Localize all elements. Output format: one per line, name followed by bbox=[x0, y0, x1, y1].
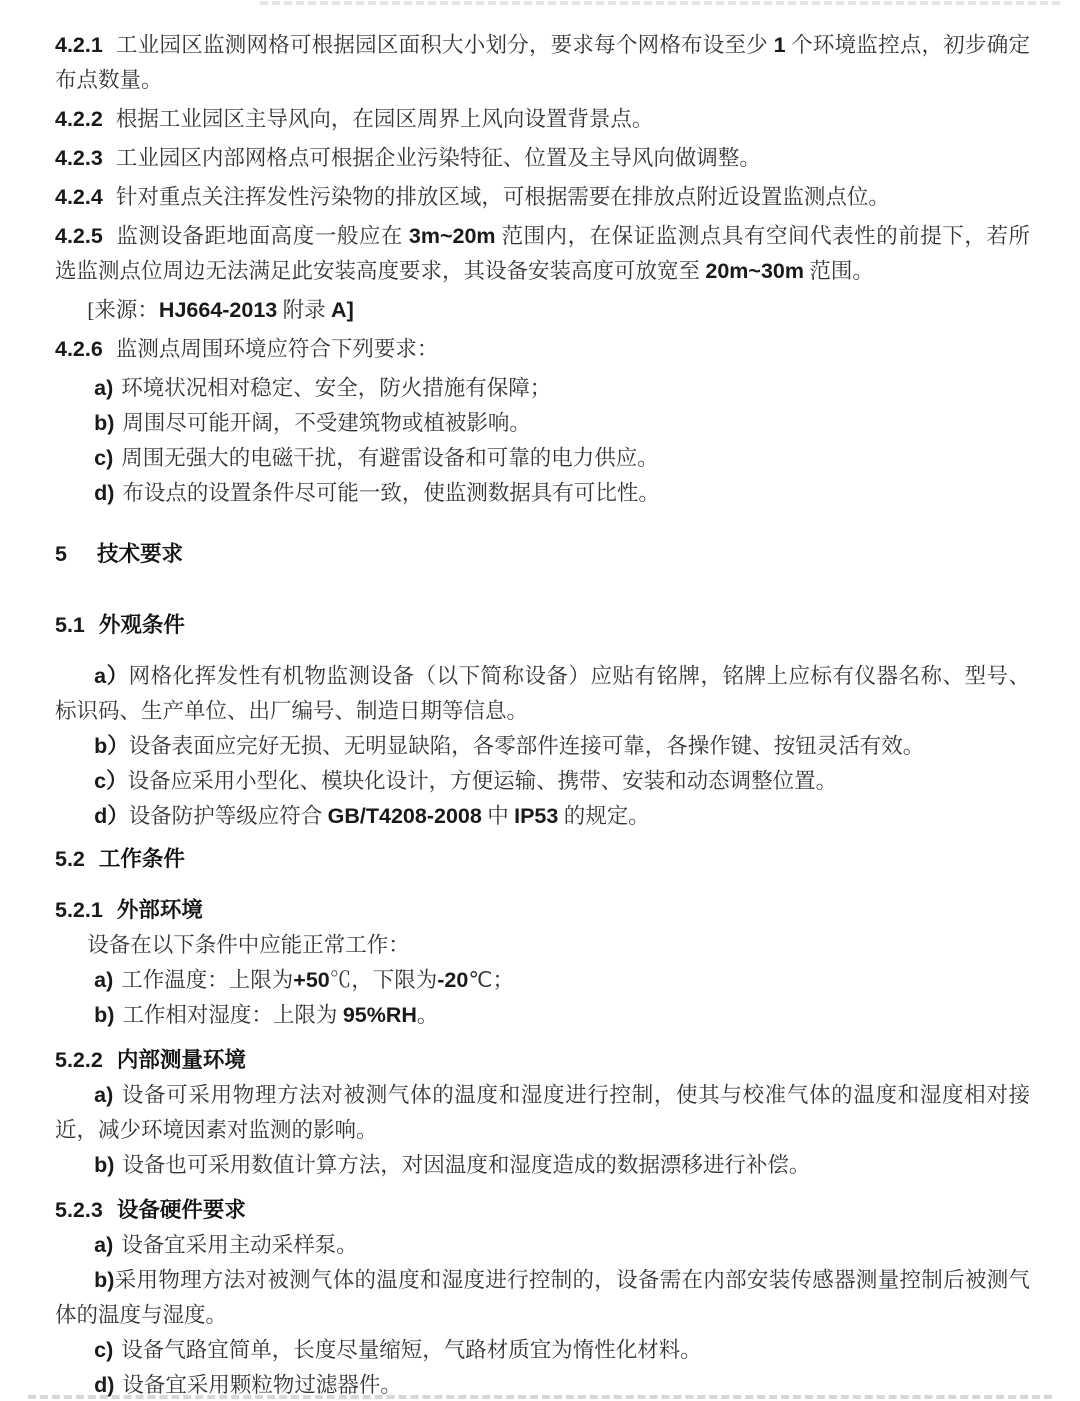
list-item-5.1-d bbox=[55, 799, 1030, 834]
list-item-5.2.1-b bbox=[55, 998, 1030, 1033]
scan-artifact-bottom-edge bbox=[28, 1395, 1052, 1399]
source-note bbox=[55, 293, 1030, 328]
text-segment: 环境状况相对稳定、安全，防火措施有保障； bbox=[121, 376, 552, 400]
text-segment: 设备也可采用数值计算方法，对因温度和湿度造成的数据漂移进行补偿。 bbox=[122, 1153, 811, 1177]
item-label: d) bbox=[94, 481, 115, 505]
text-segment: 的规定。 bbox=[558, 804, 650, 828]
text-segment: -20 bbox=[437, 968, 469, 992]
heading-number: 5.2.2 bbox=[55, 1048, 103, 1072]
heading-5.2.3 bbox=[55, 1193, 1030, 1228]
item-label: d） bbox=[94, 804, 129, 828]
item-label: d) bbox=[94, 1373, 115, 1397]
text-segment: 设备可采用物理方法对被测气体的温度和湿度进行控制，使其与校准气体的温度和湿度相对接近，减少环境因素对监测的影响。 bbox=[55, 1083, 1030, 1142]
text-segment: 技术要求 bbox=[96, 542, 183, 566]
text-segment: 设备硬件要求 bbox=[116, 1198, 246, 1222]
list-item-5.2.3-a bbox=[55, 1228, 1030, 1263]
clause-4.2.2 bbox=[55, 102, 1030, 137]
text-segment: 周围无强大的电磁干扰，有避雷设备和可靠的电力供应。 bbox=[121, 446, 659, 470]
text-segment: 外部环境 bbox=[116, 898, 203, 922]
text-segment: HJ664-2013 bbox=[158, 298, 278, 322]
text-segment: IP53 bbox=[514, 804, 559, 828]
heading-5 bbox=[55, 537, 1030, 572]
text-segment: 设备表面应完好无损、无明显缺陷，各零部件连接可靠，各操作键、按钮灵活有效。 bbox=[128, 734, 925, 758]
item-label: a) bbox=[94, 376, 114, 400]
text-segment: 内部测量环境 bbox=[116, 1048, 246, 1072]
heading-5.2.1 bbox=[55, 893, 1030, 928]
list-item-5.1-b bbox=[55, 729, 1030, 764]
text-segment: 1 bbox=[773, 33, 786, 57]
text-segment: 20m~30m bbox=[705, 259, 805, 283]
list-item-4.2.6-d bbox=[55, 476, 1030, 511]
item-label: b) bbox=[94, 1003, 115, 1027]
text-segment: 个环境监控点，初步确定布点数量。 bbox=[55, 33, 1030, 92]
item-label: c） bbox=[94, 769, 128, 793]
item-label: 4.2.5 bbox=[55, 224, 103, 248]
list-item-5.2.1-a bbox=[55, 963, 1030, 998]
clause-4.2.5 bbox=[55, 219, 1030, 289]
text-segment: 设备宜采用主动采样泵。 bbox=[121, 1233, 358, 1257]
text-segment: 设备在以下条件中应能正常工作： bbox=[87, 933, 410, 957]
item-label: a) bbox=[94, 1083, 114, 1107]
item-label: c) bbox=[94, 446, 114, 470]
item-label: c) bbox=[94, 1338, 114, 1362]
heading-number: 5 bbox=[55, 542, 67, 566]
list-item-4.2.6-c bbox=[55, 441, 1030, 476]
text-segment: GB/T4208-2008 bbox=[327, 804, 482, 828]
list-item-4.2.6-a bbox=[55, 371, 1030, 406]
text-segment: 。 bbox=[416, 1003, 439, 1027]
heading-number: 5.2.1 bbox=[55, 898, 103, 922]
item-label: b) bbox=[94, 1268, 115, 1292]
text-segment: 采用物理方法对被测气体的温度和湿度进行控制的，设备需在内部安装传感器测量控制后被测气体的温度与湿度。 bbox=[55, 1268, 1030, 1327]
list-item-5.2.2-b bbox=[55, 1148, 1030, 1183]
item-label: a) bbox=[94, 968, 114, 992]
text-segment: 范围。 bbox=[804, 259, 874, 283]
item-label: a) bbox=[94, 1233, 114, 1257]
text-segment: 网格化挥发性有机物监测设备（以下简称设备）应贴有铭牌，铭牌上应标有仪器名称、型号、标识码、生产单位、出厂编号、制造日期等信息。 bbox=[55, 664, 1030, 723]
text-segment: 设备宜采用颗粒物过滤器件。 bbox=[122, 1373, 402, 1397]
text-segment: 工业园区监测网格可根据园区面积大小划分，要求每个网格布设至少 bbox=[115, 33, 774, 57]
item-label: 4.2.4 bbox=[55, 185, 103, 209]
text-segment: 3m~20m bbox=[408, 224, 496, 248]
text-segment: 工作条件 bbox=[98, 847, 185, 871]
text-segment: 95%RH bbox=[342, 1003, 417, 1027]
item-label: b） bbox=[94, 734, 129, 758]
clause-4.2.3 bbox=[55, 141, 1030, 176]
clause-4.2.6 bbox=[55, 332, 1030, 367]
text-segment: 工业园区内部网格点可根据企业污染特征、位置及主导风向做调整。 bbox=[115, 146, 761, 170]
text-segment: ℃； bbox=[468, 968, 514, 992]
text-segment: 监测设备距地面高度一般应在 bbox=[115, 224, 409, 248]
text-segment: ℃，下限为 bbox=[329, 968, 438, 992]
item-label: a） bbox=[94, 664, 129, 688]
intro-5.2.1 bbox=[55, 928, 1030, 963]
text-segment: A] bbox=[331, 298, 354, 322]
clause-4.2.4 bbox=[55, 180, 1030, 215]
list-item-5.2.3-b bbox=[55, 1263, 1030, 1333]
clause-4.2.1 bbox=[55, 28, 1030, 98]
item-label: b) bbox=[94, 1153, 115, 1177]
text-segment: 附录 bbox=[277, 298, 332, 322]
text-segment: 工作相对湿度：上限为 bbox=[122, 1003, 343, 1027]
text-segment: 中 bbox=[481, 804, 515, 828]
text-segment: [来源： bbox=[87, 298, 159, 322]
item-label: 4.2.3 bbox=[55, 146, 103, 170]
item-label: 4.2.2 bbox=[55, 107, 103, 131]
text-segment: 根据工业园区主导风向，在园区周界上风向设置背景点。 bbox=[115, 107, 654, 131]
item-label: 4.2.1 bbox=[55, 33, 103, 57]
item-label: 4.2.6 bbox=[55, 337, 103, 361]
list-item-5.1-a bbox=[55, 659, 1030, 729]
text-segment: 范围内，在保证监测点具有空间代表性的前提下，若所选监测点位周边无法满足此安装高度要求，其设备安装高度可放宽至 bbox=[55, 224, 1030, 283]
text-segment: 布设点的设置条件尽可能一致，使监测数据具有可比性。 bbox=[122, 481, 660, 505]
heading-5.1 bbox=[55, 608, 1030, 643]
heading-5.2 bbox=[55, 842, 1030, 877]
text-segment: 设备防护等级应符合 bbox=[128, 804, 328, 828]
list-item-5.2.3-c bbox=[55, 1333, 1030, 1368]
heading-number: 5.1 bbox=[55, 613, 85, 637]
list-item-5.2.2-a bbox=[55, 1078, 1030, 1148]
text-segment: 设备气路宜简单，长度尽量缩短，气路材质宜为惰性化材料。 bbox=[121, 1338, 702, 1362]
text-segment: 设备应采用小型化、模块化设计，方便运输、携带、安装和动态调整位置。 bbox=[127, 769, 838, 793]
text-segment: 周围尽可能开阔，不受建筑物或植被影响。 bbox=[122, 411, 531, 435]
text-segment: 工作温度：上限为 bbox=[121, 968, 294, 992]
text-segment: +50 bbox=[293, 968, 330, 992]
text-segment: 针对重点关注挥发性污染物的排放区域，可根据需要在排放点附近设置监测点位。 bbox=[115, 185, 890, 209]
list-item-5.1-c bbox=[55, 764, 1030, 799]
heading-number: 5.2 bbox=[55, 847, 85, 871]
text-segment: 外观条件 bbox=[98, 613, 185, 637]
list-item-4.2.6-b bbox=[55, 406, 1030, 441]
item-label: b) bbox=[94, 411, 115, 435]
text-segment: 监测点周围环境应符合下列要求： bbox=[115, 337, 439, 361]
heading-5.2.2 bbox=[55, 1043, 1030, 1078]
heading-number: 5.2.3 bbox=[55, 1198, 103, 1222]
